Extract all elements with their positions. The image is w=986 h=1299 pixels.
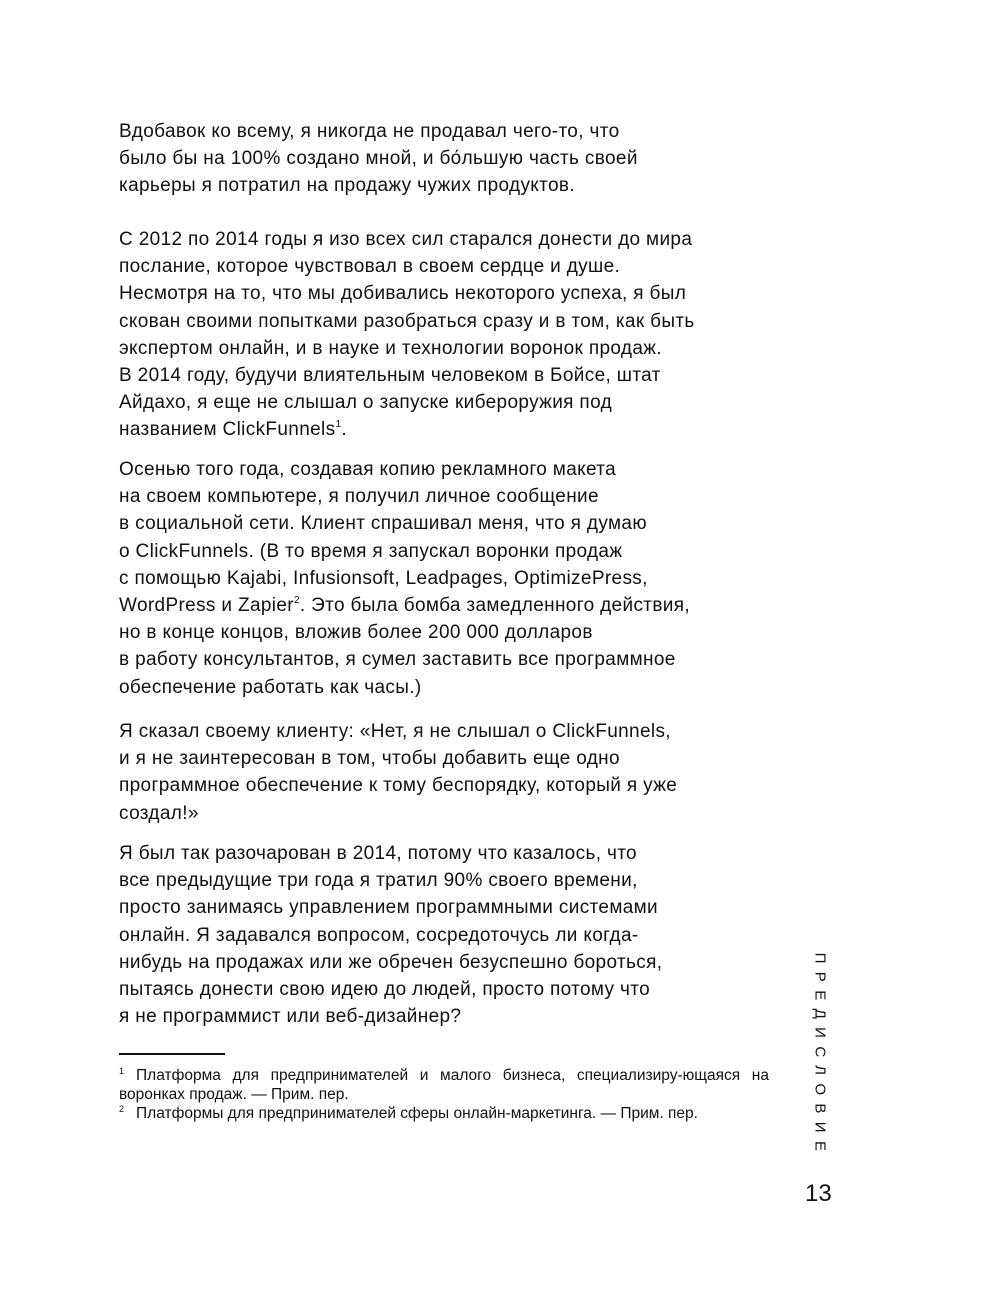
text-line: и я не заинтересован в том, чтобы добавить еще одно: [119, 748, 620, 770]
text-line: с помощью Kajabi, Infusionsoft, Leadpages, OptimizePress,: [119, 567, 648, 589]
footnote-number: 1: [119, 1066, 125, 1076]
text-line: [119, 592, 690, 619]
text-line: я не программист или веб-дизайнер?: [119, 1006, 462, 1028]
footnote-2: [119, 1104, 769, 1123]
text-line: С 2012 по 2014 годы я изо всех сил старался донести до мира: [119, 229, 693, 250]
text-line: но в конце концов, вложив более 200 000 долларов: [119, 622, 593, 644]
footnote-1: [119, 1066, 769, 1104]
text-line: было бы на 100% создано мной, и бо́льшую часть своей: [119, 148, 638, 170]
text-line: карьеры я потратил на продажу чужих продуктов.: [119, 175, 575, 197]
footnote-ref-1[interactable]: 1: [335, 419, 342, 431]
text-line: послание, которое чувствовал в своем сердце и душе.: [119, 256, 621, 278]
text-line: скован своими попытками разобраться сразу и в том, как быть: [119, 310, 695, 332]
text-line: экспертом онлайн, и в науке и технологии воронок продаж.: [119, 337, 662, 359]
text-line: в социальной сети. Клиент спрашивал меня, что я думаю: [119, 513, 647, 535]
text-line: о ClickFunnels. (В то время я запускал воронки продаж: [119, 540, 623, 562]
section-running-head: [808, 952, 832, 1160]
text: WordPress и Zapier: [119, 594, 294, 616]
text-line: на своем компьютере, я получил личное сообщение: [119, 486, 599, 508]
text-line: нибудь на продажах или же обречен безуспешно бороться,: [119, 951, 663, 973]
text-line: программное обеспечение к тому беспорядку, который я уже: [119, 775, 678, 797]
text-line: В 2014 году, будучи влиятельным человеком в Бойсе, штат: [119, 365, 661, 386]
footnote-divider: [119, 1053, 225, 1055]
paragraph-1: [119, 118, 638, 200]
text-line: [119, 416, 661, 443]
paragraph-4: [119, 456, 690, 701]
text-line: все предыдущие три года я тратил 90% своего времени,: [119, 870, 638, 892]
footnote-text: Платформы для предпринимателей сферы онлайн-маркетинга. — Прим. пер.: [136, 1105, 698, 1122]
text-line: Вдобавок ко всему, я никогда не продавал чего-то, что: [119, 121, 620, 142]
paragraph-3: [119, 362, 661, 444]
text-line: Несмотря на то, что мы добивались некоторого успеха, я был: [119, 283, 687, 305]
text: .: [341, 419, 348, 441]
text-line: Я был так разочарован в 2014, потому что казалось, что: [119, 843, 637, 864]
text-line: создал!»: [119, 802, 199, 824]
paragraph-6: [119, 840, 662, 1030]
text: названием ClickFunnels: [119, 419, 336, 441]
paragraph-5: [119, 718, 677, 827]
footnotes: [119, 1066, 769, 1123]
text-line: просто занимаясь управлением программными системами: [119, 897, 659, 919]
page-number: 13: [805, 1180, 832, 1207]
text-line: пытаясь донести свою идею до людей, просто потому что: [119, 978, 651, 1000]
footnote-text: Платформа для предпринимателей и малого бизнеса, специализиру-ющаяся на воронках продаж. — Прим. пер.: [119, 1067, 769, 1103]
text-line: Осенью того года, создавая копию рекламного макета: [119, 459, 617, 480]
section-title: ПРЕДИСЛОВИЕ: [811, 952, 829, 1160]
text-line: в работу консультантов, я сумел заставить все программное: [119, 649, 676, 671]
text-line: Я сказал своему клиенту: «Нет, я не слышал о ClickFunnels,: [119, 721, 671, 742]
footnote-number: 2: [119, 1104, 125, 1114]
paragraph-2: [119, 226, 695, 362]
text-line: обеспечение работать как часы.): [119, 676, 422, 698]
text: . Это была бомба замедленного действия,: [299, 594, 691, 616]
footnote-ref-2[interactable]: 2: [293, 594, 300, 606]
text-line: Айдахо, я еще не слышал о запуске кибероружия под: [119, 392, 613, 414]
text-line: онлайн. Я задавался вопросом, сосредоточусь ли когда-: [119, 924, 639, 946]
